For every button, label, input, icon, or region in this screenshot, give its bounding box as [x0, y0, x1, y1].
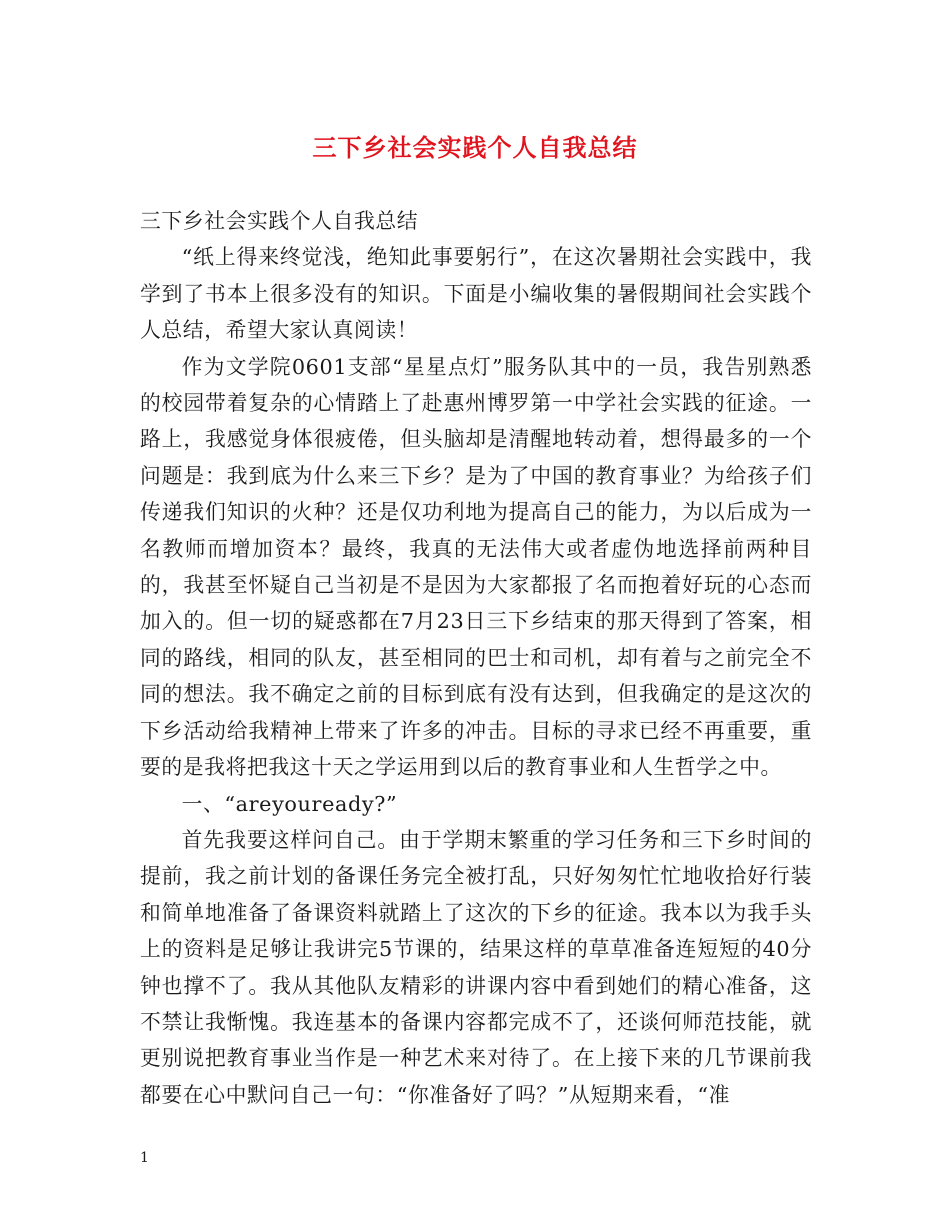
document-body	[140, 203, 812, 1113]
document-title: 三下乡社会实践个人自我总结	[312, 133, 638, 162]
page-number: 1	[140, 1150, 149, 1166]
paragraph-preparation: 首先我要这样问自己。由于学期末繁重的学习任务和三下乡时间的提前，我之前计划的备课任务完全被打乱，只好匆匆忙忙地收拾好行装和简单地准备了备课资料就踏上了这次的下乡的征途。我本以为我手头上的资料是足够让我讲完5节课的，结果这样的草草准备连短短的40分钟也撑不了。我从其他队友精彩的讲课内容中看到她们的精心准备，这不禁让我惭愧。我连基本的备课内容都完成不了，还谈何师范技能，就更别说把教育事业当作是一种艺术来对待了。在上接下来的几节课前我都要在心中默问自己一句：“你准备好了吗？”从短期来看，“准	[140, 827, 812, 1107]
section-heading: 三下乡社会实践个人自我总结	[140, 209, 419, 233]
subheading-are-you-ready: 一、“areyouready?”	[181, 791, 398, 816]
paragraph-intro: “纸上得来终觉浅，绝知此事要躬行”，在这次暑期社会实践中，我学到了书本上很多没有的知识。下面是小编收集的暑假期间社会实践个人总结，希望大家认真阅读！	[140, 245, 812, 343]
paragraph-main: 作为文学院0601支部“星星点灯”服务队其中的一员，我告别熟悉的校园带着复杂的心情踏上了赴惠州博罗第一中学社会实践的征途。一路上，我感觉身体很疲倦，但头脑却是清醒地转动着，想得最多的一个问题是：我到底为什么来三下乡？是为了中国的教育事业？为给孩子们传递我们知识的火种？还是仅功利地为提高自己的能力，为以后成为一名教师而增加资本？最终，我真的无法伟大或者虚伪地选择前两种目的，我甚至怀疑自己当初是不是因为大家都报了名而抱着好玩的心态而加入的。但一切的疑惑都在7月23日三下乡结束的那天得到了答案，相同的路线，相同的队友，甚至相同的巴士和司机，却有着与之前完全不同的想法。我不确定之前的目标到底有没有达到，但我确定的是这次的下乡活动给我精神上带来了许多的冲击。目标的寻求已经不再重要，重要的是我将把我这十天之学运用到以后的教育事业和人生哲学之中。	[140, 354, 812, 780]
